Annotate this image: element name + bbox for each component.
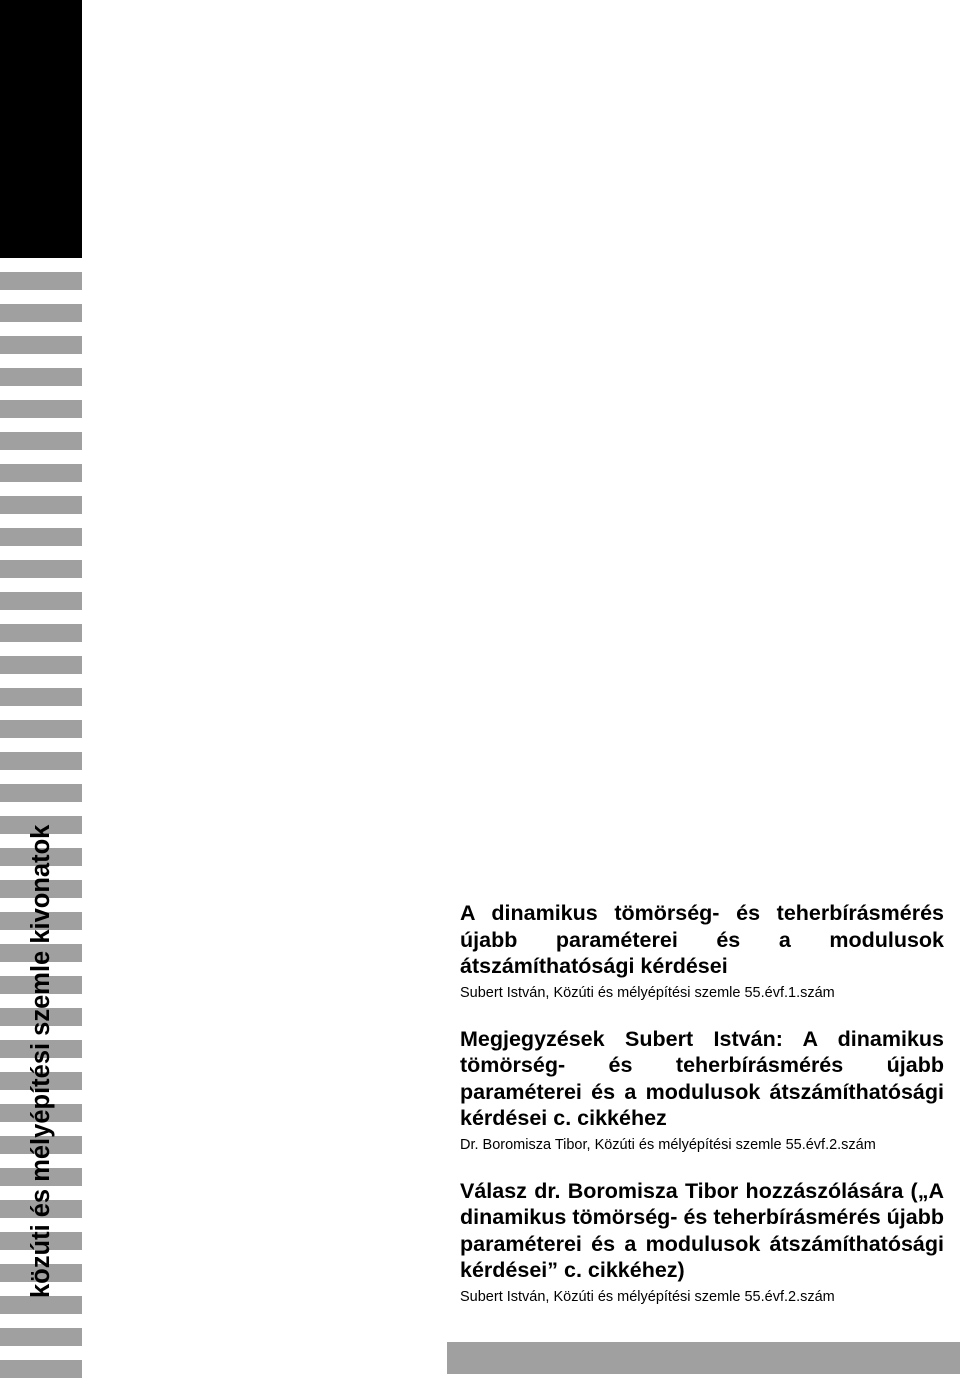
article-source: Subert István, Közúti és mélyépítési szemle 55.évf.2.szám xyxy=(460,1288,835,1305)
sidebar-title: közúti és mélyépítési szemle kivonatok xyxy=(26,824,55,1298)
article-entry xyxy=(460,900,944,1004)
article-source: Subert István, Közúti és mélyépítési szemle 55.évf.1.szám xyxy=(460,984,835,1001)
article-title: Válasz dr. Boromisza Tibor hozzászólására („A dinamikus tömörség- és teherbírásmérés újabb paraméterei és a modulusok átszámíthatósági kérdései” c. cikkéhez) xyxy=(460,1178,944,1282)
article-title: Megjegyzések Subert István: A dinamikus tömörség- és teherbírásmérés újabb paraméterei és a modulusok átszámíthatósági kérdései c. cikkéhez xyxy=(460,1026,944,1130)
footer-bar xyxy=(447,1342,960,1374)
article-entry xyxy=(460,1178,944,1308)
article-entry xyxy=(460,1026,944,1156)
article-title: A dinamikus tömörség- és teherbírásmérés újabb paraméterei és a modulusok átszámíthatósági kérdései xyxy=(460,901,944,978)
article-list xyxy=(460,900,944,1308)
sidebar xyxy=(0,0,82,1392)
sidebar-black-block xyxy=(0,0,82,258)
article-source: Dr. Boromisza Tibor, Közúti és mélyépítési szemle 55.évf.2.szám xyxy=(460,1136,876,1153)
